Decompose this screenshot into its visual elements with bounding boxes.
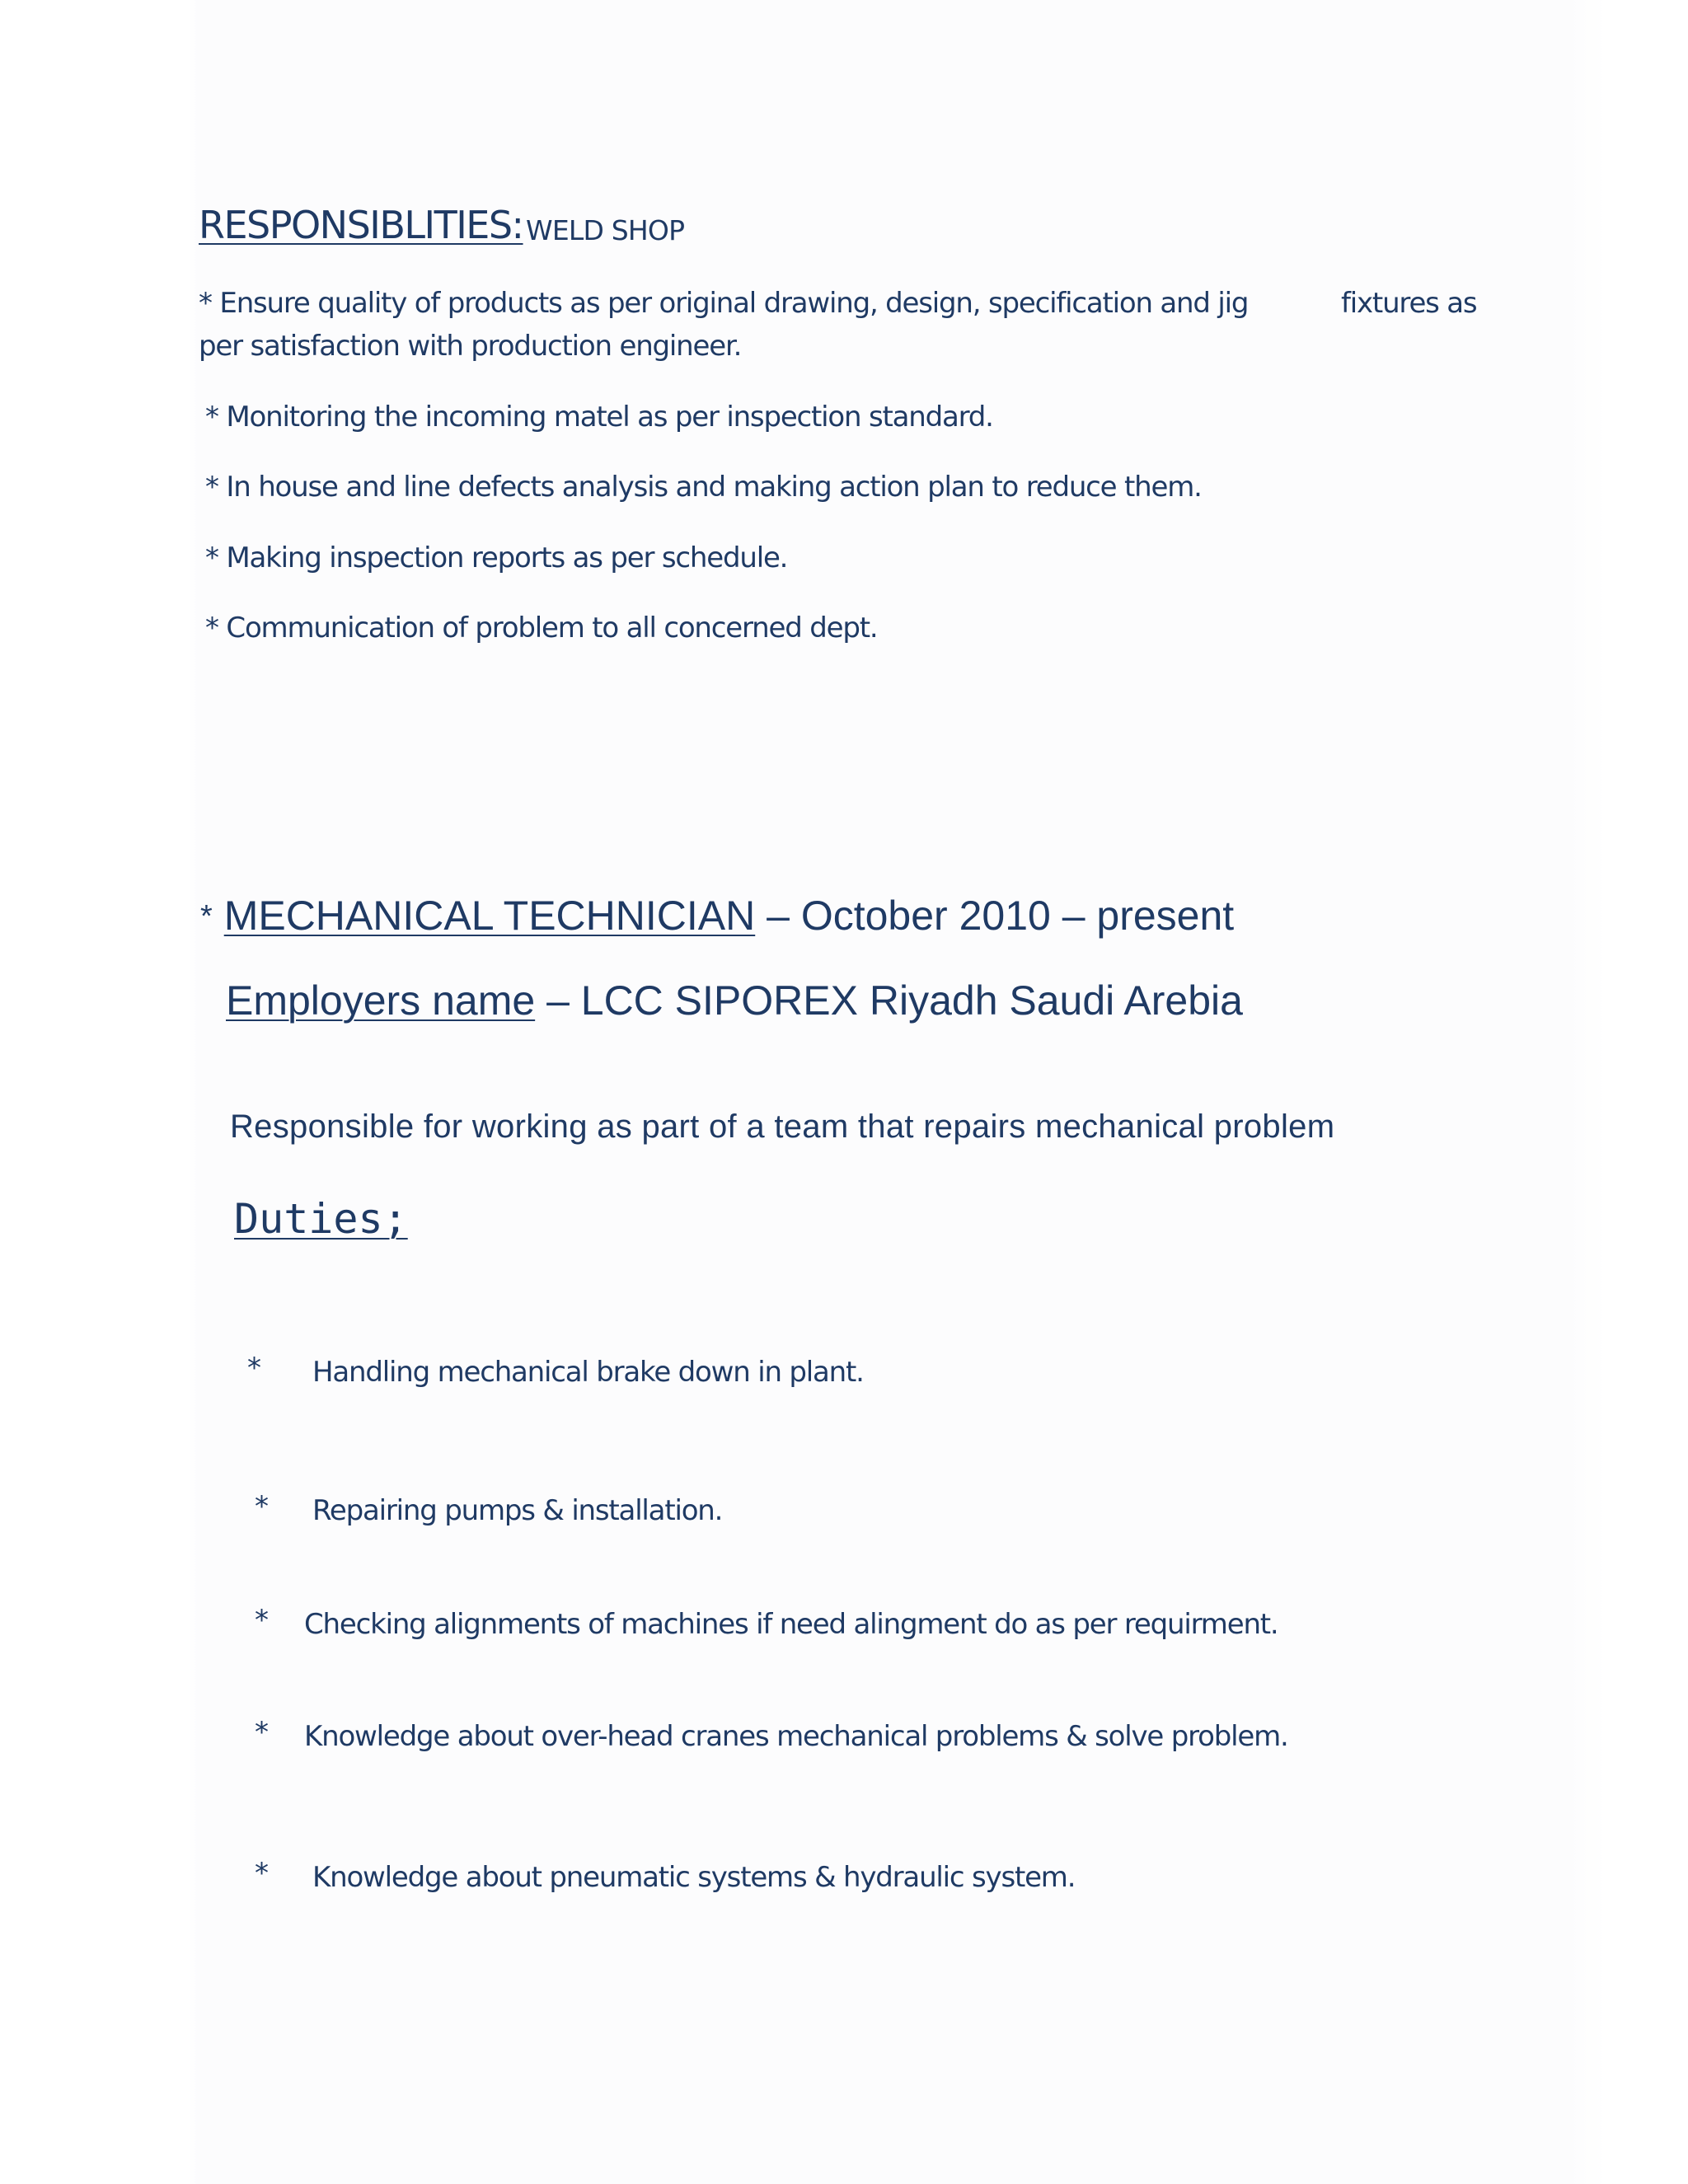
responsibility-item-4: * Making inspection reports as per schedule. — [205, 541, 788, 574]
employer-line — [226, 977, 1243, 1024]
duty-2-text: Repairing pumps & installation. — [312, 1494, 723, 1527]
responsibility-item-1-line1: * Ensure quality of products as per original drawing, design, specification and jig — [199, 287, 1249, 320]
duty-5-text: Knowledge about pneumatic systems & hydraulic system. — [312, 1861, 1076, 1894]
duty-4-star: * — [255, 1716, 269, 1749]
duty-3-text: Checking alignments of machines if need alingment do as per requirment. — [304, 1608, 1278, 1641]
responsibility-item-1-line2: per satisfaction with production engineer. — [199, 330, 742, 363]
duty-1-text: Handling mechanical brake down in plant. — [312, 1356, 864, 1389]
responsibility-item-2: * Monitoring the incoming matel as per inspection standard. — [205, 401, 993, 434]
duty-4-text: Knowledge about over-head cranes mechanical problems & solve problem. — [304, 1720, 1288, 1753]
employer-value: – LCC SIPOREX Riyadh Saudi Arebia — [546, 977, 1243, 1024]
duty-1-star: * — [247, 1352, 261, 1385]
responsibilities-subheading: WELD SHOP — [526, 214, 685, 246]
employer-label: Employers name — [226, 977, 536, 1024]
duty-5-star: * — [255, 1857, 269, 1890]
job-dates: – October 2010 – present — [767, 893, 1235, 939]
duty-3-star: * — [255, 1604, 269, 1637]
responsibility-item-1-line1-tail: fixtures as — [1341, 287, 1477, 320]
responsibilities-heading: RESPONSIBLITIES: — [199, 203, 523, 247]
responsibility-item-3: * In house and line defects analysis and making action plan to reduce them. — [205, 471, 1202, 504]
job-bullet: * — [200, 899, 213, 934]
duty-2-star: * — [255, 1490, 269, 1523]
job-summary: Responsible for working as part of a team that repairs mechanical problem — [230, 1108, 1335, 1145]
responsibility-item-5: * Communication of problem to all concerned dept. — [205, 612, 878, 644]
duties-heading: Duties; — [234, 1195, 408, 1243]
job-title-line — [200, 892, 1234, 940]
job-title: MECHANICAL TECHNICIAN — [223, 893, 756, 939]
